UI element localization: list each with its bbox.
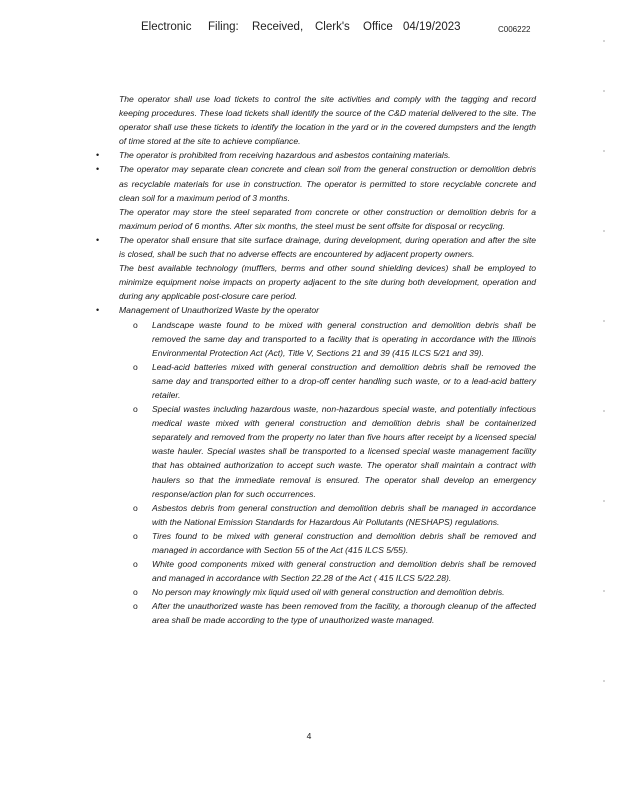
bullet-item [96,303,536,317]
paragraph-text: No person may knowingly mix liquid used oil with general construction and demolition debris. [152,587,505,598]
sub-list-item [96,402,536,501]
sub-list-item [96,585,536,599]
sub-list-item [96,360,536,402]
scan-margin-marks [603,30,606,730]
document-body [96,92,536,628]
sub-bullet-mark: o [133,361,138,372]
paragraph-text: The operator shall use load tickets to control the site activities and comply with the tagging and record keeping procedures. These load tickets shall identify the source of the C&D material delivered to the site. The operator shall use these tickets to identify the location in the yard or in the covered dumpsters and the length of time stored at the site to achieve compliance. [119,94,536,147]
header-date: 04/19/2023 [403,21,461,33]
bullet-item [96,233,536,261]
paragraph-text: Lead-acid batteries mixed with general construction and demolition debris shall be removed the same day and transported either to a drop-off center handling such waste, or to a lead-acid battery retailer. [152,361,536,400]
paragraph-text: After the unauthorized waste has been removed from the facility, a thorough cleanup of the affected area shall be made according to the type of unauthorized waste managed. [152,601,536,626]
header-word-received: Received, [252,21,304,33]
header-word-electronic: Electronic [141,21,192,33]
paragraph-text: Tires found to be mixed with general construction and demolition debris shall be removed and managed in accordance with Section 55 of the Act (415 ILCS 5/55). [152,530,536,555]
body-paragraph [96,92,536,148]
filing-header [0,21,618,37]
paragraph-text: Landscape waste found to be mixed with general construction and demolition debris shall be removed the same day and transported to a facility that is operating in accordance with the Illinois Environmental Protection Act (Act), Title V, Sections 21 and 39 (415 ILCS 5/21 and 39). [152,319,536,358]
sub-bullet-mark: o [133,587,138,598]
body-paragraph [96,261,536,303]
paragraph-text: The operator may separate clean concrete and clean soil from the general construction or demolition debris as recyclable materials for use in construction. The operator is permitted to store recyclable concrete and clean soil for a maximum period of 3 months. [119,164,536,203]
bullet-item [96,148,536,162]
sub-list-item [96,501,536,529]
sub-bullet-mark: o [133,404,138,415]
sub-bullet-mark: o [133,530,138,541]
header-word-office: Office [363,21,393,33]
sub-bullet-mark: o [133,319,138,330]
header-word-clerks: Clerk's [315,21,350,33]
paragraph-text: The operator shall ensure that site surface drainage, during development, during operation and after the site is closed, shall be such that no adverse effects are encountered by adjacent property owners. [119,234,536,260]
paragraph-text: The operator is prohibited from receiving hazardous and asbestos containing materials. [119,150,451,161]
sub-list-item [96,557,536,585]
bullet-mark: • [96,234,100,245]
sub-list-item [96,599,536,627]
header-stamp: C006222 [498,25,531,34]
sub-bullet-mark: o [133,601,138,612]
paragraph-text: Special wastes including hazardous waste, non-hazardous special waste, and potentially infectious medical waste mixed with general construction and demolition debris shall be containerized separately and removed from the property no later than five hours after receipt by a licensed special waste hauler. Special wastes shall be transported to a licensed special waste management facility that has obtained authorization to accept such waste. The operator shall maintain a contract with haulers so that the immediate removal is ensured. The operator shall develop an emergency response/action plan for such occurrences. [152,404,536,499]
paragraph-text: Management of Unauthorized Waste by the operator [119,305,320,316]
paragraph-text: White good components mixed with general construction and demolition debris shall be removed and managed in accordance with Section 22.28 of the Act ( 415 ILCS 5/22.28). [152,559,536,584]
page-number: 4 [306,731,312,741]
bullet-mark: • [96,305,100,316]
bullet-item [96,162,536,204]
sub-bullet-mark: o [133,502,138,513]
sub-bullet-mark: o [133,559,138,570]
bullet-mark: • [96,150,100,161]
sub-list-item [96,529,536,557]
paragraph-text: The operator may store the steel separated from concrete or other construction or demolition debris for a maximum period of 6 months. After six months, the steel must be sent offsite for disposal or recycling. [119,206,536,231]
paragraph-text: Asbestos debris from general construction and demolition debris shall be managed in accordance with the National Emission Standards for Hazardous Air Pollutants (NESHAPS) regulations. [152,502,536,527]
header-word-filing: Filing: [208,21,239,33]
paragraph-text: The best available technology (mufflers, berms and other sound shielding devices) shall be employed to minimize equipment noise impacts on property adjacent to the site during both development, operation and during any applicable post-closure care period. [119,263,536,302]
body-paragraph [96,205,536,233]
sub-list-item [96,318,536,360]
bullet-mark: • [96,164,100,175]
